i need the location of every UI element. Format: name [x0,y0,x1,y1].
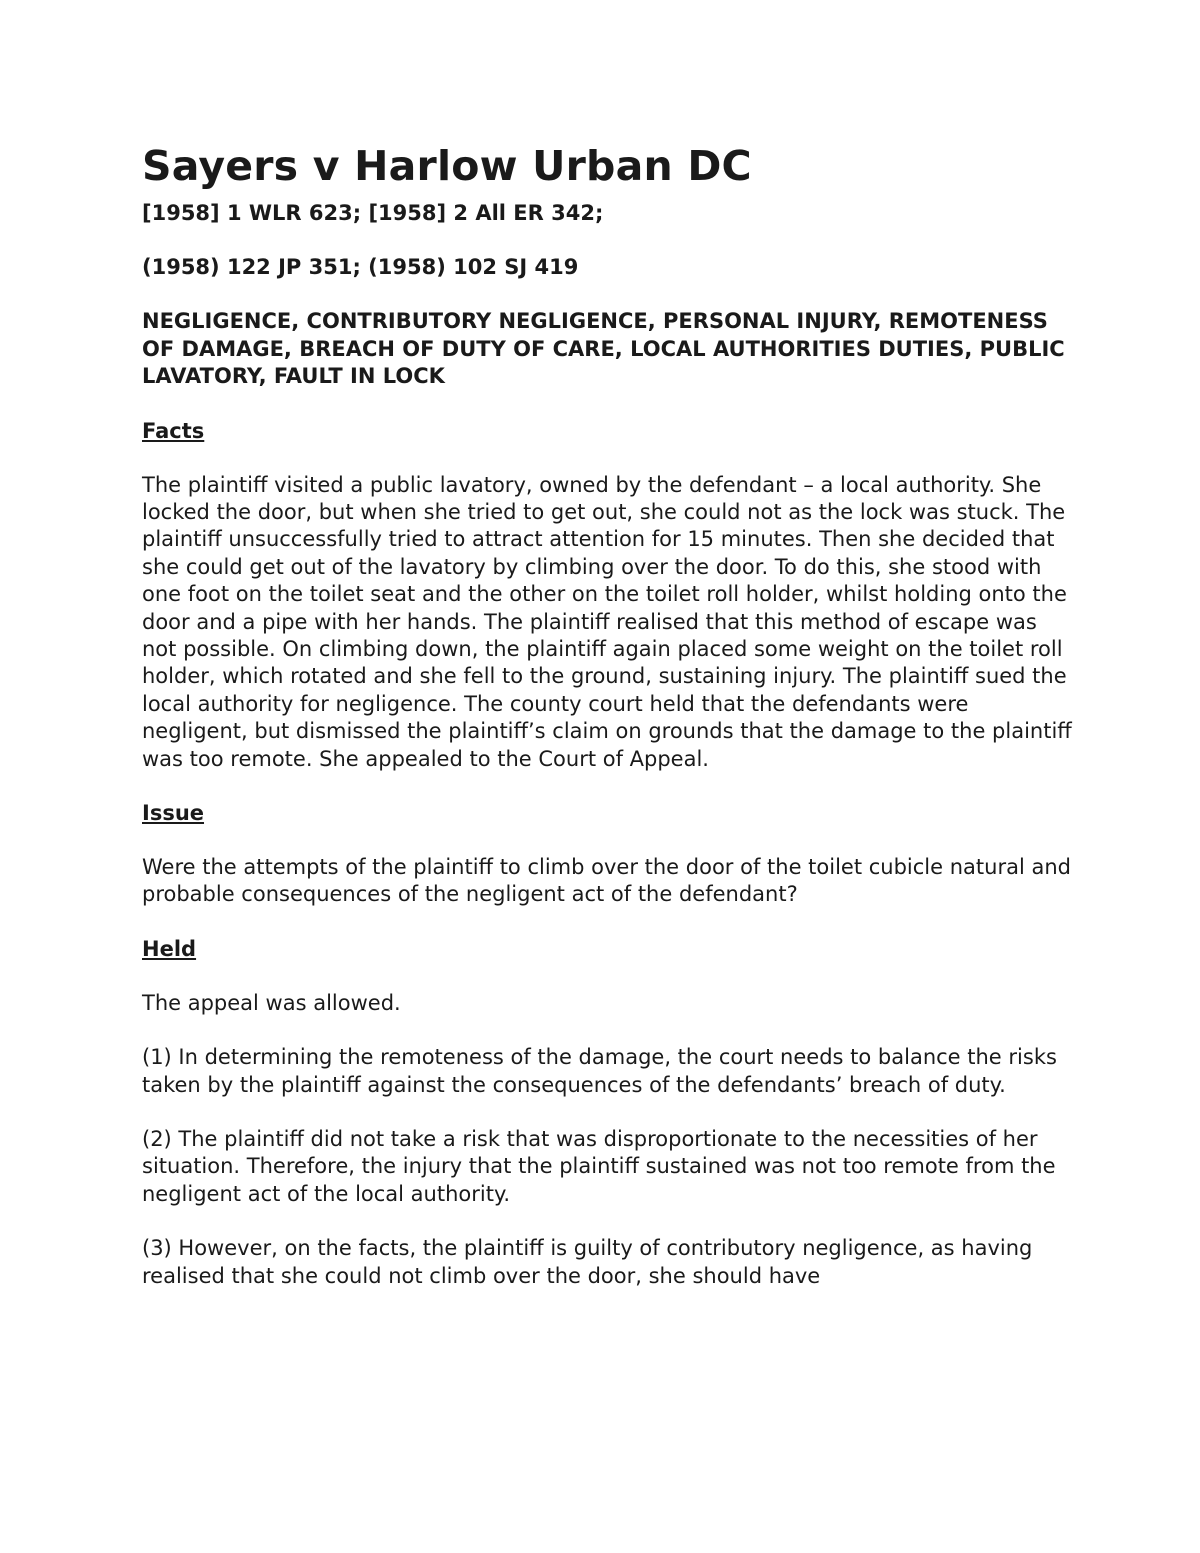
issue-body: Were the attempts of the plaintiff to climb over the door of the toilet cubicle natural and probable consequences of the negligent act of the defendant? [142,854,1071,907]
document-page [142,138,1072,1317]
held-point-2: (2) The plaintiff did not take a risk that was disproportionate to the necessities of her situation. Therefore, the injury that the plaintiff sustained was not too remote from the negligent act of the local authority. [142,1127,1056,1206]
citation-line-1: [1958] 1 WLR 623; [1958] 2 All ER 342; [142,201,604,225]
facts-body: The plaintiff visited a public lavatory, owned by the defendant – a local authority. She locked the door, but when she tried to get out, she could not as the lock was stuck. The plaintiff unsuccessfully tried to attract attention for 15 minutes. Then she decided that she could get out of the lavatory by climbing over the door. To do this, she stood with one foot on the toilet seat and the other on the toilet roll holder, whilst holding onto the door and a pipe with her hands. The plaintiff realised that this method of escape was not possible. On climbing down, the plaintiff again placed some weight on the toilet roll holder, which rotated and she fell to the ground, sustaining injury. The plaintiff sued the local authority for negligence. The county court held that the defendants were negligent, but dismissed the plaintiff’s claim on grounds that the damage to the plaintiff was too remote. She appealed to the Court of Appeal. [142,472,1072,771]
case-title: Sayers v Harlow Urban DC [142,142,752,190]
held-point-1: (1) In determining the remoteness of the damage, the court needs to balance the risks taken by the plaintiff against the consequences of the defendants’ breach of duty. [142,1045,1057,1097]
issue-heading: Issue [142,800,205,825]
held-point-3: (3) However, on the facts, the plaintiff is guilty of contributory negligence, as having realised that she could not climb over the door, she should have [142,1236,1033,1288]
keywords: NEGLIGENCE, CONTRIBUTORY NEGLIGENCE, PERSONAL INJURY, REMOTENESS OF DAMAGE, BREACH OF DUTY OF CARE, LOCAL AUTHORITIES DUTIES, PUBLIC LAVATORY, FAULT IN LOCK [142,309,1065,388]
held-heading: Held [142,936,197,961]
held-intro: The appeal was allowed. [142,990,401,1015]
facts-heading: Facts [142,418,205,443]
citation-line-2: (1958) 122 JP 351; (1958) 102 SJ 419 [142,255,579,279]
